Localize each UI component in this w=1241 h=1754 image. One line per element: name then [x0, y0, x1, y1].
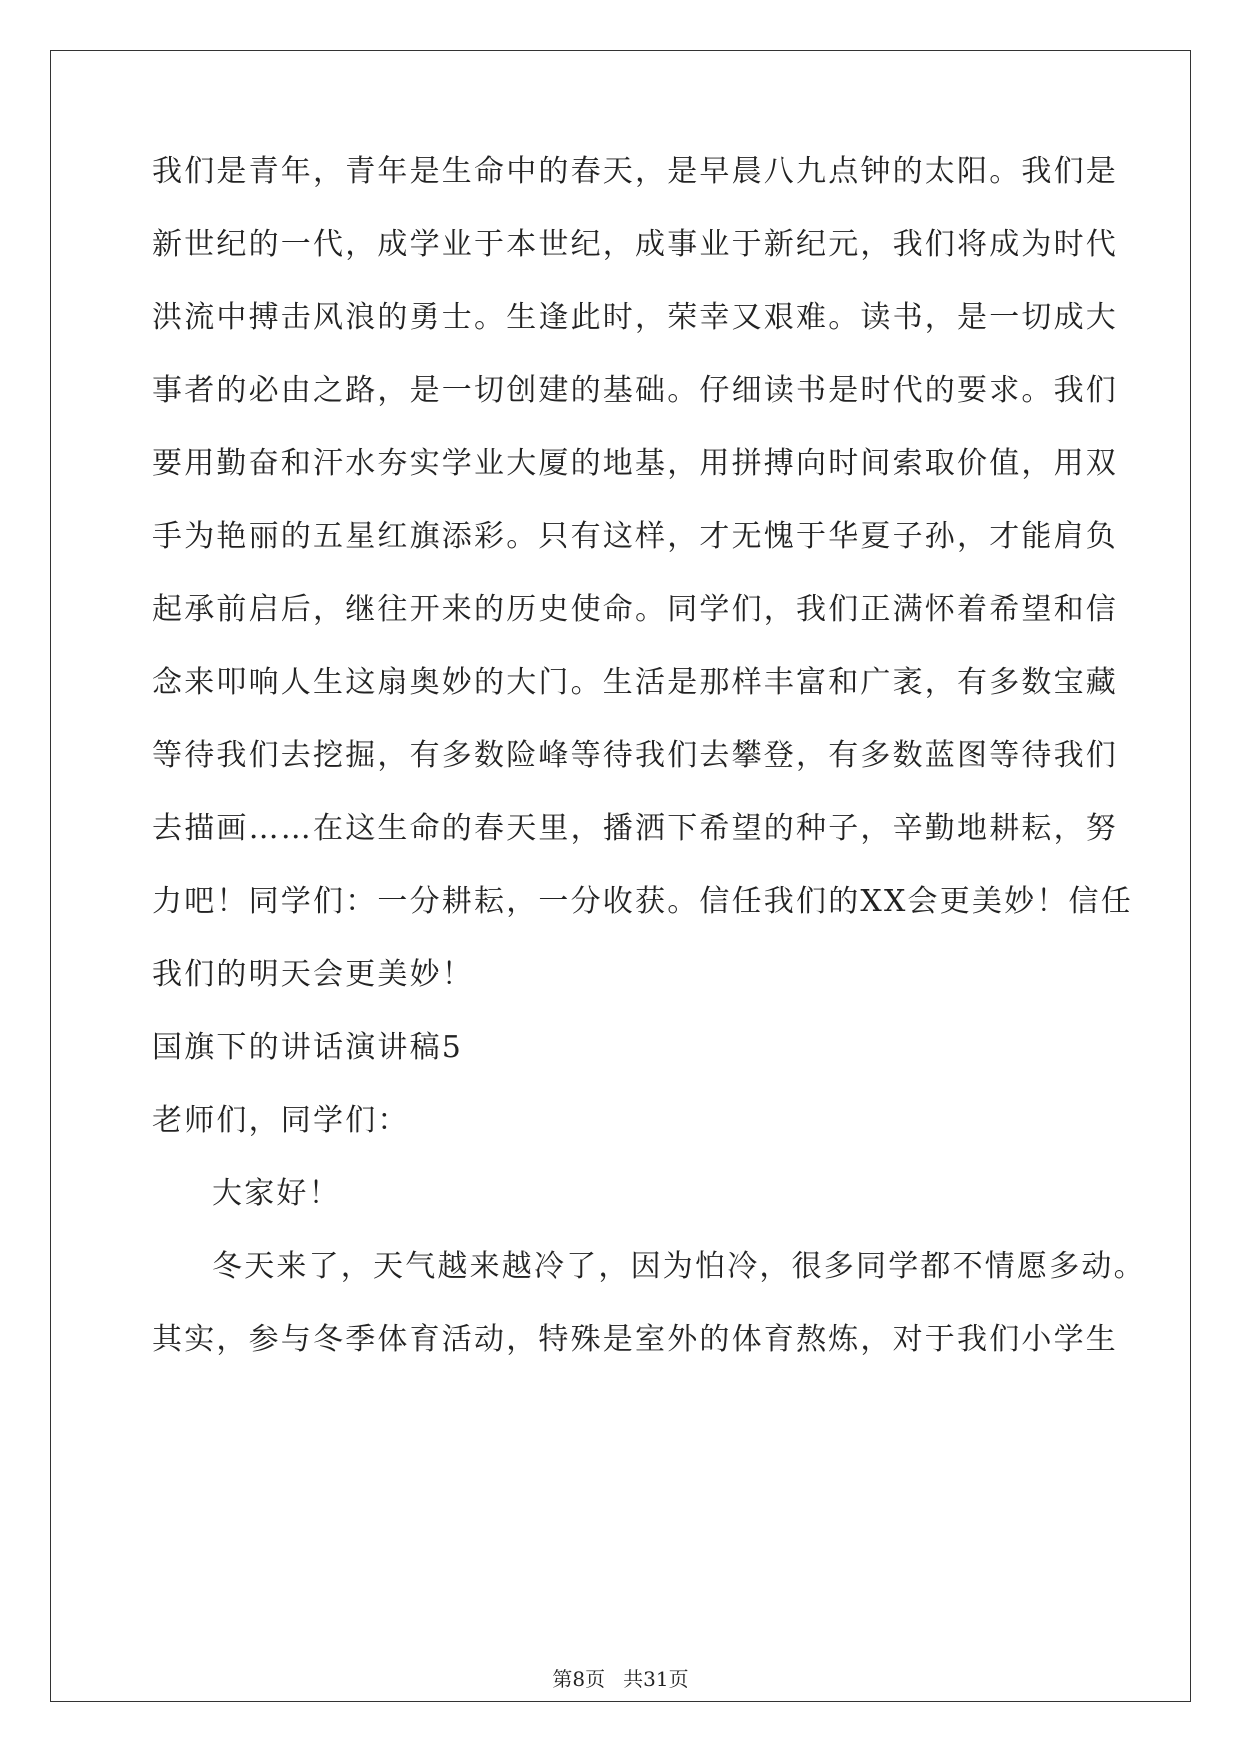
body-line: 念来叩响人生这扇奥妙的大门。生活是那样丰富和广袤，有多数宝藏: [152, 665, 1118, 700]
body-line: 我们是青年，青年是生命中的春天，是早晨八九点钟的太阳。我们是: [152, 154, 1118, 189]
section-title: 国旗下的讲话演讲稿5: [152, 1030, 464, 1065]
body-line: 去描画……在这生命的春天里，播洒下希望的种子，辛勤地耕耘，努: [152, 811, 1118, 846]
page-footer: [0, 1667, 1241, 1691]
body-line: 力吧！同学们：一分耕耘，一分收获。信任我们的XX会更美妙！信任: [152, 884, 1133, 919]
body-line: 洪流中搏击风浪的勇士。生逢此时，荣幸又艰难。读书，是一切成大: [152, 300, 1118, 335]
page-number: 第8页: [552, 1667, 606, 1691]
paragraph-line: 其实，参与冬季体育活动，特殊是室外的体育熬炼，对于我们小学生: [152, 1322, 1118, 1357]
salutation: 老师们，同学们：: [152, 1103, 410, 1138]
body-line: 我们的明天会更美妙！: [152, 957, 474, 992]
body-line: 等待我们去挖掘，有多数险峰等待我们去攀登，有多数蓝图等待我们: [152, 738, 1118, 773]
body-line: 手为艳丽的五星红旗添彩。只有这样，才无愧于华夏子孙，才能肩负: [152, 519, 1118, 554]
body-line: 事者的必由之路，是一切创建的基础。仔细读书是时代的要求。我们: [152, 373, 1118, 408]
body-line: 新世纪的一代，成学业于本世纪，成事业于新纪元，我们将成为时代: [152, 227, 1118, 262]
page-total: 共31页: [623, 1667, 689, 1691]
body-line: 起承前启后，继往开来的历史使命。同学们，我们正满怀着希望和信: [152, 592, 1118, 627]
body-line: 要用勤奋和汗水夯实学业大厦的地基，用拼搏向时间索取价值，用双: [152, 446, 1118, 481]
greeting: 大家好！: [212, 1176, 341, 1211]
paragraph-line: 冬天来了，天气越来越冷了，因为怕冷，很多同学都不情愿多动。: [212, 1249, 1146, 1284]
